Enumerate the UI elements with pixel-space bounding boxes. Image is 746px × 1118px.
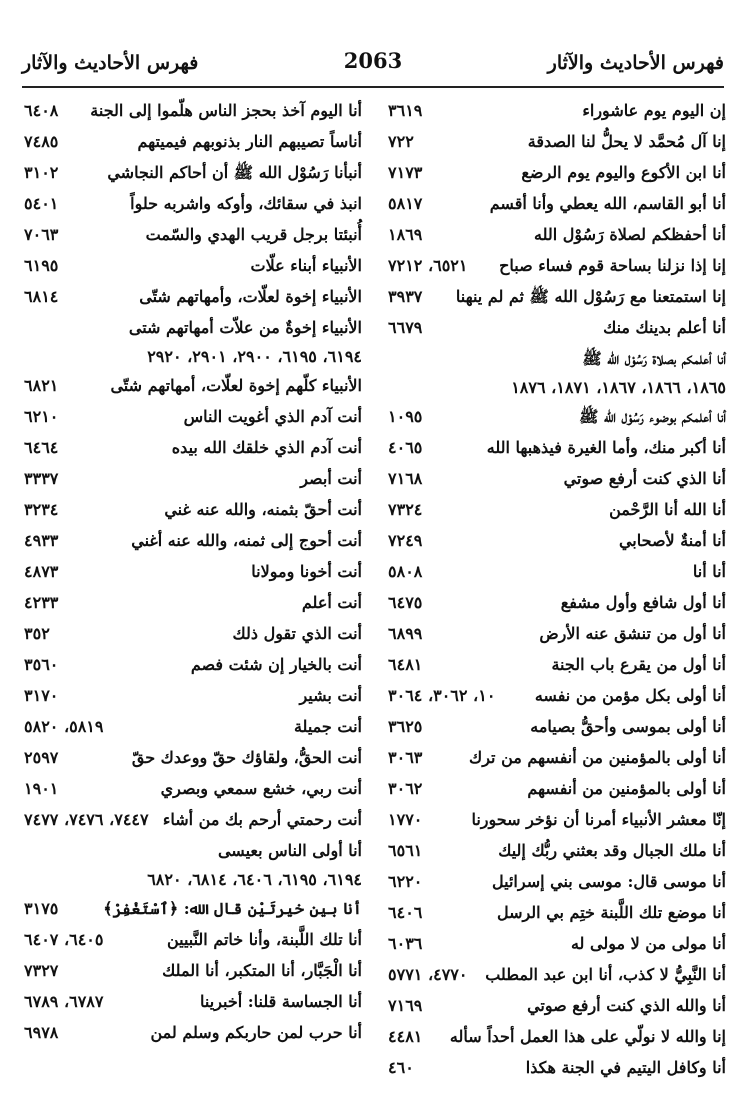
entry-text: أنت أخونا ومولانا — [251, 562, 362, 581]
entry-refs: ٣٩٣٧ — [388, 287, 423, 306]
entry-refs: ٢٥٩٧ — [24, 748, 59, 767]
entry-refs: ٧٤٤٧، ٧٤٧٦، ٧٤٧٧ — [24, 810, 149, 829]
entry-refs: ٦٥٦١ — [388, 841, 423, 860]
entry-refs: ٧١٦٩ — [388, 996, 423, 1015]
entry-text: الأنبياء أبناء علّات — [250, 256, 362, 275]
running-title-right: فهرس الأحاديث والآثار — [547, 52, 724, 74]
entry-refs: ٦٦٧٩ — [388, 318, 423, 337]
entry-text: أنت الحقُّ، ولقاؤك حقّ ووعدك حقّ — [131, 748, 362, 767]
entry-text: أنا أولى بموسى وأحقُّ بصيامه — [530, 717, 726, 736]
index-entry — [386, 743, 726, 774]
entry-refs: ١٨٦٩ — [388, 225, 423, 244]
entry-text: إنا والله لا نولّي على هذا العمل أحداً سأله — [449, 1027, 726, 1046]
index-entry — [386, 220, 726, 251]
entry-refs: ٧٢٢ — [388, 132, 414, 151]
index-entry — [386, 189, 726, 220]
entry-refs: ٣١٧٥ — [24, 899, 59, 918]
entry-refs: ١٧٧٠ — [388, 810, 423, 829]
entry-refs: ١٠، ٣٠٦٢، ٣٠٦٤ — [388, 686, 496, 705]
entry-text: إنا آل مُحمَّد لا يحلُّ لنا الصدقة — [527, 132, 726, 151]
index-entry — [386, 836, 726, 867]
entry-text: إنا إذا نزلنا بساحة قوم فساء صباح — [499, 256, 726, 275]
entry-refs: ٦٨٢١ — [24, 376, 59, 395]
index-entry — [386, 251, 726, 282]
entry-text: أنا أكبر منك، وأما الغيرة فيذهبها الله — [486, 438, 726, 457]
entry-text: أنا ابن الأكوع واليوم يوم الرضع — [521, 163, 726, 182]
index-entry — [22, 158, 362, 189]
index-entry — [22, 650, 362, 681]
index-entry — [386, 557, 726, 588]
entry-text: أنا ملك الجبال وقد بعثني ربُّك إليك — [498, 841, 726, 860]
entry-refs: ٧٣٢٤ — [388, 500, 423, 519]
entry-refs: ٦١٩٤، ٦١٩٥، ٢٩٠٠، ٢٩٠١، ٢٩٢٠ — [147, 347, 362, 366]
entry-refs: ٦٨٩٩ — [388, 624, 423, 643]
entry-text: أنا تلك اللَّبنة، وأنا خاتم النَّبيين — [166, 930, 362, 949]
index-entry — [386, 805, 726, 836]
index-entry — [386, 495, 726, 526]
entry-text: الأنبياء إخوةٌ من علاّت أمهاتهم شتى — [128, 318, 362, 337]
index-entry — [386, 681, 726, 712]
entry-text: أنا مولى من لا مولى له — [570, 934, 726, 953]
entry-refs: ٧٠٦٣ — [24, 225, 59, 244]
page-number: 2063 — [343, 48, 403, 73]
index-entry — [22, 251, 362, 282]
entry-text: أنا أعلمكم بصلاة رَسُوْل الله ﷺ — [582, 349, 726, 368]
entry-refs: ٥٨١٧ — [388, 194, 423, 213]
index-entry — [22, 712, 362, 743]
entry-refs: ٦١٩٤، ٦١٩٥، ٦٤٠٦، ٦٨١٤، ٦٨٢٠ — [147, 870, 362, 889]
entry-refs: ٦٤٠٨ — [24, 101, 59, 120]
entry-refs: ٦٠٣٦ — [388, 934, 423, 953]
index-entry — [22, 495, 362, 526]
entry-refs: ٥٨٠٨ — [388, 562, 423, 581]
entry-text: إنّا معشر الأنبياء أمرنا أن نؤخر سحورنا — [471, 810, 726, 829]
index-entry — [22, 402, 362, 433]
index-entry — [22, 743, 362, 774]
entry-refs: ٦٤٨١ — [388, 655, 423, 674]
index-entry — [22, 433, 362, 464]
entry-refs: ٤٠٦٥ — [388, 438, 423, 457]
entry-text: أنا بين خيرتَيْن قال الله: ﴿ٱسْتَغْفِرْ﴾ — [103, 899, 362, 918]
entry-refs: ٦٨١٤ — [24, 287, 59, 306]
entry-text: أنت الذي تقول ذلك — [232, 624, 362, 643]
index-entry — [22, 189, 362, 220]
entry-refs: ٣٥٦٠ — [24, 655, 59, 674]
index-entry — [386, 464, 726, 495]
entry-text: أنت بالخيار إن شئت فصم — [190, 655, 362, 674]
index-entry — [22, 774, 362, 805]
index-entry — [22, 282, 362, 313]
entry-refs: ٣١٧٠ — [24, 686, 59, 705]
index-entry — [22, 313, 362, 371]
entry-refs: ٣٢٣٤ — [24, 500, 59, 519]
entry-text: أنا موسى قال: موسى بني إسرائيل — [492, 872, 726, 891]
index-entry — [386, 960, 726, 991]
entry-text: أنا أنا — [692, 562, 726, 581]
index-entry — [22, 464, 362, 495]
index-entry — [386, 929, 726, 960]
entry-text: أنا الْجَبَّار، أنا المتكبر، أنا الملك — [162, 961, 362, 980]
entry-refs: ٦٤٠٦ — [388, 903, 423, 922]
index-entry — [386, 619, 726, 650]
entry-text: أنا أولى الناس بعيسى — [217, 841, 362, 860]
entry-refs: ٧١٧٣ — [388, 163, 423, 182]
index-entry — [22, 220, 362, 251]
entry-text: أنت رحمتي أرحم بك من أشاء — [162, 810, 362, 829]
entry-refs: ٤٨٧٣ — [24, 562, 59, 581]
entry-text: أنبأنا رَسُوْل الله ﷺ أن أحاكم النجاشي — [107, 163, 362, 182]
entry-refs: ٤٦٠ — [388, 1058, 414, 1077]
entry-text: أنا الله أنا الرَّحْمن — [609, 500, 726, 519]
entry-text: أنت أحوج إلى ثمنه، والله عنه أغني — [131, 531, 362, 550]
entry-refs: ٣٥٢ — [24, 624, 50, 643]
entry-refs: ١٩٠١ — [24, 779, 59, 798]
entry-text: أنت أحقّ بثمنه، والله عنه غني — [164, 500, 362, 519]
index-entry — [22, 956, 362, 987]
entry-text: أنا النَّبِيُّ لا كذب، أنا ابن عبد المطلب — [485, 965, 726, 984]
entry-text: أنا موضع تلك اللَّبنة ختِم بي الرسل — [496, 903, 726, 922]
index-entry — [386, 712, 726, 743]
entry-refs: ٦٥٢١، ٧٢١٢ — [388, 256, 468, 275]
index-entry — [386, 1022, 726, 1053]
entry-refs: ٣١٠٢ — [24, 163, 59, 182]
entry-text: أنت أعلم — [301, 593, 362, 612]
index-entry — [386, 282, 726, 313]
index-entry — [386, 313, 726, 344]
index-entry — [22, 681, 362, 712]
index-entry — [386, 991, 726, 1022]
entry-refs: ٤٩٣٣ — [24, 531, 59, 550]
index-entry — [22, 557, 362, 588]
entry-refs: ١٠٩٥ — [388, 407, 423, 426]
entry-refs: ٧١٦٨ — [388, 469, 423, 488]
header-rule — [22, 86, 724, 88]
entry-refs: ٣٠٦٣ — [388, 748, 423, 767]
index-entry — [386, 96, 726, 127]
index-entry — [386, 127, 726, 158]
entry-text: أنا وكافل اليتيم في الجنة هكذا — [525, 1058, 726, 1077]
entry-text: أنت آدم الذي أغويت الناس — [183, 407, 362, 426]
entry-text: أنا أولى بالمؤمنين من أنفسهم من ترك — [469, 748, 726, 767]
entry-text: أُنبئتا برجل قريب الهدي والسّمت — [145, 225, 362, 244]
index-entry — [386, 774, 726, 805]
entry-text: أنا والله الذي كنت أرفع صوتي — [527, 996, 726, 1015]
entry-text: الأنبياء كلّهم إخوة لعلّات، أمهاتهم شتّى — [110, 376, 362, 395]
entry-text: أنا الذي كنت أرفع صوتي — [563, 469, 726, 488]
index-entry — [386, 1053, 726, 1084]
entry-refs: ٤٧٧٠، ٥٧٧١ — [388, 965, 468, 984]
index-entry — [22, 836, 362, 894]
index-entry — [22, 588, 362, 619]
index-entry — [22, 371, 362, 402]
entry-text: انبذ في سقائك، وأوكه واشربه حلواً — [130, 194, 362, 213]
entry-text: أنا أعلمكم بوضوء رَسُوْل الله ﷺ — [579, 407, 726, 426]
entry-text: أنا أمنةٌ لأصحابي — [618, 531, 726, 550]
entry-refs: ٣٠٦٢ — [388, 779, 423, 798]
index-entry — [22, 526, 362, 557]
entry-refs: ٤٢٣٣ — [24, 593, 59, 612]
index-entry — [22, 987, 362, 1018]
index-entry — [386, 402, 726, 433]
index-entry — [22, 894, 362, 925]
entry-refs: ٦٩٧٨ — [24, 1023, 59, 1042]
entry-text: أنا حرب لمن حاربكم وسلم لمن — [150, 1023, 362, 1042]
entry-text: أنا أولى بالمؤمنين من أنفسهم — [527, 779, 726, 798]
entry-text: أنت آدم الذي خلقك الله بيده — [171, 438, 362, 457]
index-entry — [386, 344, 726, 402]
index-entry — [22, 1018, 362, 1049]
entry-text: أنا أعلم بدينك منك — [603, 318, 726, 337]
index-entry — [22, 127, 362, 158]
entry-text: أنا أول من تنشق عنه الأرض — [539, 624, 726, 643]
entry-refs: ٦٤٠٥، ٦٤٠٧ — [24, 930, 104, 949]
entry-text: أنا أولى بكل مؤمن من نفسه — [534, 686, 726, 705]
entry-text: أنا اليوم آخذ بحجز الناس هلّموا إلى الجنة — [90, 101, 362, 120]
running-title-left: فهرس الأحاديث والآثار — [22, 52, 199, 74]
entry-refs: ٣٣٣٧ — [24, 469, 59, 488]
index-entry — [22, 96, 362, 127]
index-entry — [22, 925, 362, 956]
entry-text: أنا الجساسة قلنا: أخبرينا — [200, 992, 362, 1011]
entry-refs: ٦٧٨٧، ٦٧٨٩ — [24, 992, 104, 1011]
index-column-left — [22, 96, 362, 1049]
entry-text: أنت أبصر — [300, 469, 362, 488]
entry-text: الأنبياء إخوة لعلّات، وأمهاتهم شتّى — [139, 287, 362, 306]
entry-text: إن اليوم يوم عاشوراء — [582, 101, 726, 120]
index-entry — [386, 898, 726, 929]
entry-text: أنا أول شافع وأول مشفع — [560, 593, 726, 612]
index-column-right — [386, 96, 726, 1084]
entry-refs: ٣٦٢٥ — [388, 717, 423, 736]
index-entry — [22, 619, 362, 650]
entry-refs: ٥٨١٩، ٥٨٢٠ — [24, 717, 104, 736]
entry-refs: ٧٢٤٩ — [388, 531, 423, 550]
entry-text: إنا استمتعنا مع رَسُوْل الله ﷺ ثم لم ينهنا — [455, 287, 726, 306]
entry-refs: ٦٤٦٤ — [24, 438, 59, 457]
entry-refs: ٦٤٧٥ — [388, 593, 423, 612]
index-entry — [386, 433, 726, 464]
entry-refs: ٦٢٢٠ — [388, 872, 423, 891]
entry-refs: ٣٦١٩ — [388, 101, 423, 120]
entry-text: أناساً تصيبهم النار بذنوبهم فيميتهم — [137, 132, 362, 151]
entry-refs: ١٨٦٥، ١٨٦٦، ١٨٦٧، ١٨٧١، ١٨٧٦ — [511, 378, 726, 397]
index-entry — [386, 158, 726, 189]
page-header — [22, 44, 724, 86]
entry-text: أنت بشير — [299, 686, 362, 705]
entry-refs: ٤٤٨١ — [388, 1027, 423, 1046]
entry-refs: ٥٤٠١ — [24, 194, 59, 213]
index-entry — [386, 588, 726, 619]
entry-text: أنت جميلة — [293, 717, 362, 736]
entry-refs: ٧٣٢٧ — [24, 961, 59, 980]
entry-text: أنا أبو القاسم، الله يعطي وأنا أقسم — [489, 194, 726, 213]
entry-text: أنا أول من يقرع باب الجنة — [551, 655, 726, 674]
entry-refs: ٧٤٨٥ — [24, 132, 59, 151]
entry-refs: ٦١٩٥ — [24, 256, 59, 275]
index-entry — [22, 805, 362, 836]
index-entry — [386, 650, 726, 681]
index-entry — [386, 867, 726, 898]
entry-text: أنت ربي، خشع سمعي وبصري — [160, 779, 362, 798]
entry-text: أنا أحفظكم لصلاة رَسُوْل الله — [534, 225, 726, 244]
index-entry — [386, 526, 726, 557]
entry-refs: ٦٢١٠ — [24, 407, 59, 426]
